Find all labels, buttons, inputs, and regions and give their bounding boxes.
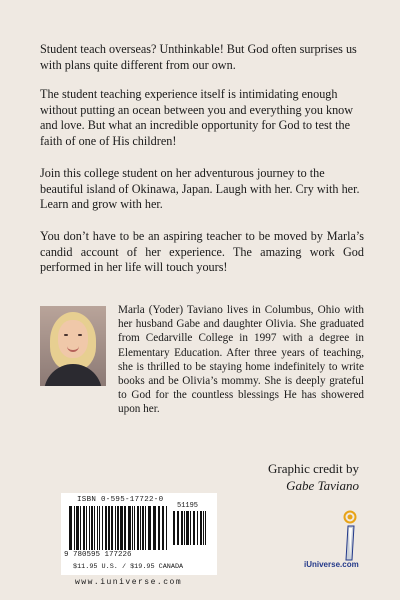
ean-barcode (69, 506, 169, 552)
blurb-paragraph-3: Join this college student on her adventurous journey to the beautiful island of Okinawa, Japan. Laugh with her. Cry with her. Learn and grow with her. (40, 166, 360, 211)
blurb-paragraph-1: Student teach overseas? Unthinkable! But God often surprises us with plans quite different from our own. (40, 42, 357, 72)
price-label: $11.95 U.S. / $19.95 CANADA (73, 563, 184, 571)
graphic-credit-name: Gabe Taviano (286, 478, 359, 493)
graphic-credit-label: Graphic credit by (268, 461, 359, 476)
publisher-name: iUniverse.com (304, 560, 359, 569)
blurb-paragraph-2: The student teaching experience itself is intimidating enough without putting an ocean between you and everything you know and love. But what an incredible opportunity for God to test the faith of one of His children! (40, 87, 354, 148)
addon-number: 51195 (177, 502, 199, 510)
author-photo (40, 306, 106, 386)
iuniverse-logo-icon (318, 510, 378, 562)
ean-number: 9 780595 177226 (64, 551, 132, 559)
isbn-number: ISBN 0-595-17722-0 (77, 496, 164, 504)
addon-barcode (173, 511, 209, 545)
blurb-paragraph-4: You don’t have to be an aspiring teacher to be moved by Marla’s candid account of her experience. The amazing work God performed in her life will touch yours! (40, 229, 364, 274)
author-bio: Marla (Yoder) Taviano lives in Columbus, Ohio with her husband Gabe and daughter Olivia. She graduated from Cedarville College in 1997 with a degree in Elementary Education. After three years of teaching, she is thrilled to be staying home indefinitely to write books and be Olivia’s mommy. She is deeply grateful to God for the countless blessings He has showered upon her. (118, 304, 364, 416)
publisher-website: www.iuniverse.com (75, 578, 183, 587)
barcode-box (61, 493, 217, 575)
